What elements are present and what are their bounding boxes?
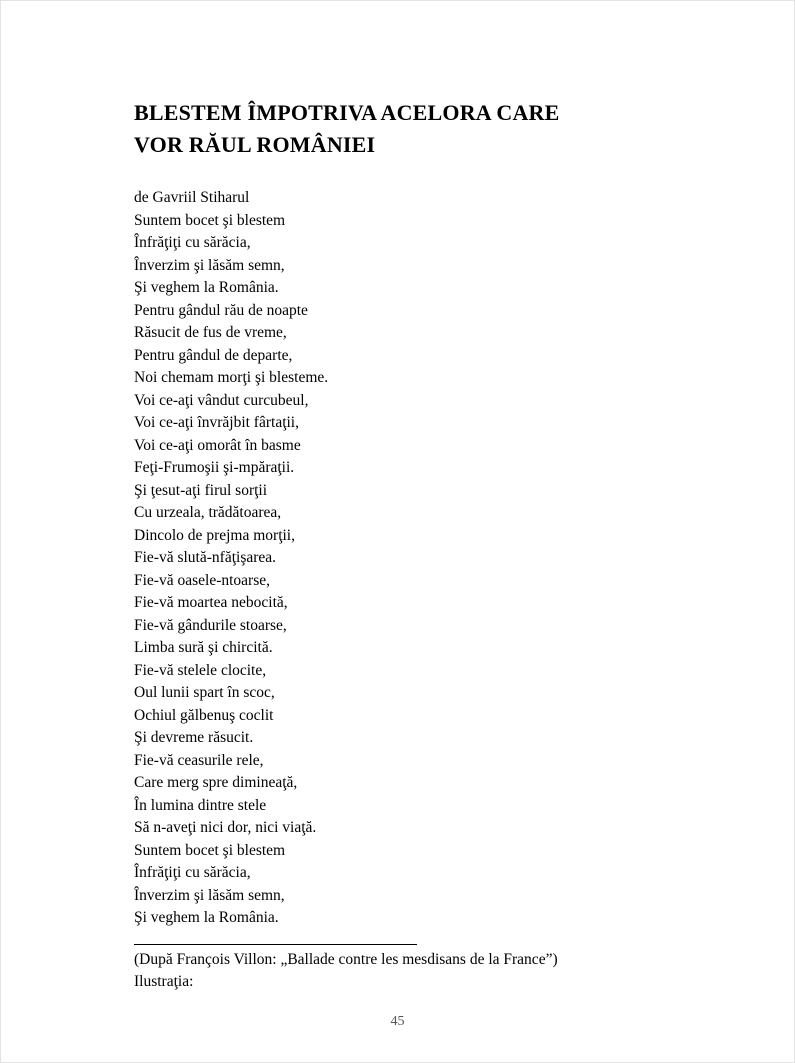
illustration-label: Ilustraţia: (134, 973, 194, 990)
poem-body (134, 210, 664, 930)
poem-line: Înverzim şi lăsăm semn, (134, 886, 285, 904)
poem-line: Suntem bocet şi blestem (134, 211, 286, 229)
poem-line: Pentru gândul de departe, (134, 346, 293, 364)
footnote-attribution: (După François Villon: „Ballade contre les mesdisans de la France”) (134, 950, 558, 968)
poem-line: Răsucit de fus de vreme, (134, 324, 287, 341)
poem-line: Dincolo de prejma morţii, (134, 526, 295, 544)
poem-line: Voi ce-aţi învrăjbit fârtaţii, (134, 414, 299, 431)
poem-line: Fie-vă moartea nebocită, (134, 594, 288, 611)
poem-line: Voi ce-aţi vândut curcubeul, (134, 391, 309, 409)
poem-line: Şi veghem la România. (134, 909, 279, 926)
page-number: 45 (390, 1014, 405, 1029)
footnote-separator-rule (134, 944, 417, 945)
author-byline: de Gavriil Stiharul (134, 189, 250, 206)
poem-line: Şi veghem la România. (134, 279, 279, 296)
poem-title-line1: BLESTEM ÎMPOTRIVA ACELORA CARE (134, 100, 560, 125)
poem-line: Noi chemam morţi şi blesteme. (134, 369, 329, 386)
poem-line: Fie-vă stelele clocite, (134, 661, 267, 679)
poem-line: Pentru gândul rău de noapte (134, 301, 308, 319)
poem-line: Înfrăţiţi cu sărăcia, (134, 234, 251, 251)
poem-line: Şi ţesut-aţi firul sorţii (134, 481, 268, 499)
poem-line: Fie-vă gândurile stoarse, (134, 616, 287, 634)
poem-line: Ochiul gălbenuş coclit (134, 706, 274, 724)
poem-title-line2: VOR RĂUL ROMÂNIEI (134, 132, 376, 157)
poem-line: Voi ce-aţi omorât în basme (134, 436, 301, 454)
poem-line: Suntem bocet şi blestem (134, 841, 286, 859)
poem-line: Şi devreme răsucit. (134, 729, 254, 746)
poem-line: Să n-aveţi nici dor, nici viaţă. (134, 819, 317, 836)
poem-line: Fie-vă ceasurile rele, (134, 751, 264, 769)
poem-line: Oul lunii spart în scoc, (134, 684, 275, 701)
poem-line: Care merg spre dimineaţă, (134, 774, 298, 791)
poem-line: Înverzim şi lăsăm semn, (134, 256, 285, 274)
poem-line: Fie-vă oasele-ntoarse, (134, 571, 270, 589)
poem-line: În lumina dintre stele (134, 796, 267, 814)
poem-line: Feţi-Frumoşii şi-mpăraţii. (134, 459, 295, 476)
poem-line: Înfrăţiţi cu sărăcia, (134, 864, 251, 881)
poem-line: Limba sură şi chircită. (134, 639, 273, 656)
poem-line: Fie-vă slută-nfăţişarea. (134, 549, 277, 566)
poem-line: Cu urzeala, trădătoarea, (134, 504, 282, 521)
poem-title (134, 97, 664, 161)
page-content (134, 97, 664, 994)
